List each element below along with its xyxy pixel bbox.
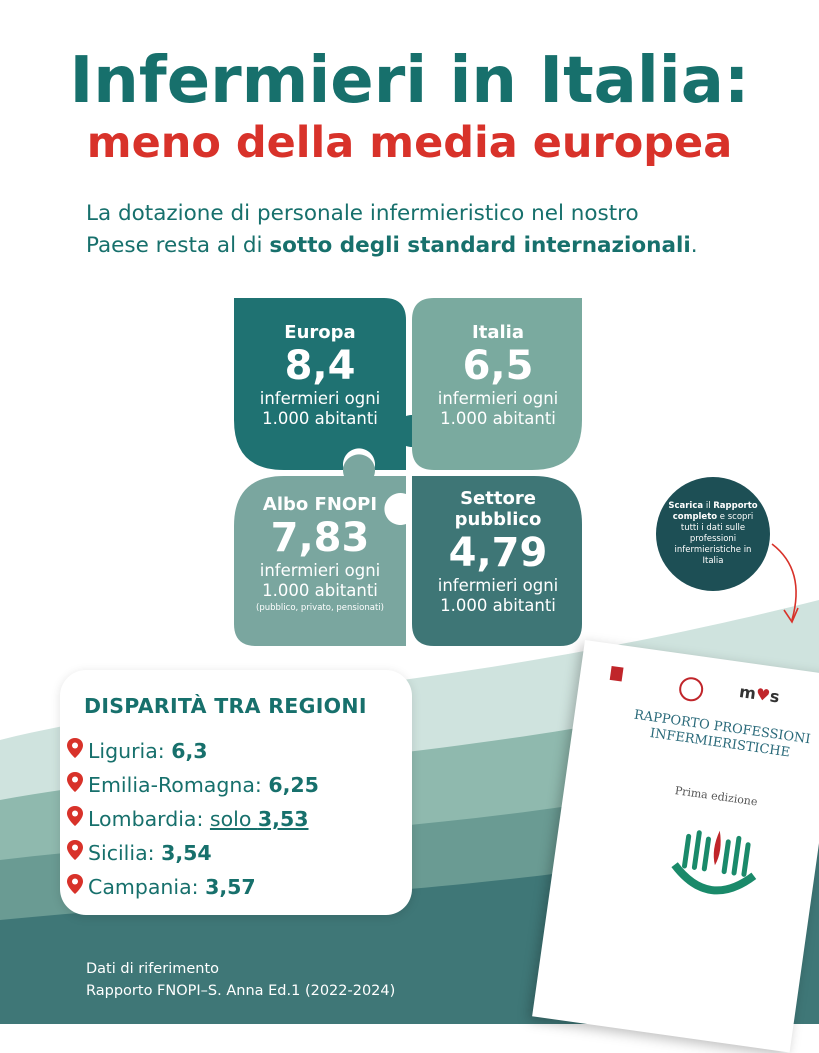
logo-icon [678, 676, 705, 703]
tile-albo-value: 7,83 [270, 515, 370, 561]
region-value: 6,3 [171, 739, 208, 763]
region-name: Sicilia: [88, 841, 162, 865]
region-name: Liguria: [88, 739, 172, 763]
tile-settore-unit1: infermieri ogni [437, 576, 559, 595]
source-line2: Rapporto FNOPI–S. Anna Ed.1 (2022-2024) [86, 983, 396, 999]
map-pin-icon [66, 839, 88, 869]
map-pin-icon [66, 873, 88, 903]
download-bubble[interactable] [656, 477, 770, 591]
source-note [86, 958, 395, 1002]
region-item [66, 838, 212, 868]
region-value: 3,57 [205, 875, 256, 899]
tile-italia-label: Italia [472, 322, 524, 343]
page-title: Infermieri in Italia: [69, 44, 750, 118]
map-pin-icon [66, 771, 88, 801]
tile-albo-label: Albo FNOPI [262, 494, 378, 515]
region-value: 3,54 [161, 841, 212, 865]
source-line1: Dati di riferimento [86, 961, 220, 977]
tile-settore-unit2: 1.000 abitanti [440, 596, 556, 615]
region-prefix: solo [209, 807, 258, 831]
bubble-text1: il [703, 501, 714, 511]
tile-europa-value: 8,4 [284, 343, 356, 389]
tile-albo-unit1: infermieri ogni [259, 561, 381, 580]
regions-title: DISPARITÀ TRA REGIONI [84, 694, 367, 718]
page-subtitle: meno della media europea [86, 118, 733, 168]
region-name: Lombardia: [88, 807, 210, 831]
tile-europa [234, 322, 406, 429]
region-item [66, 736, 208, 766]
region-value: 3,53 [257, 807, 309, 831]
intro-part2: Paese resta al di [86, 233, 270, 258]
hands-logo-icon [659, 824, 769, 917]
tile-albo [234, 494, 406, 615]
logo-icon [610, 666, 624, 682]
intro-text [86, 198, 766, 262]
tile-settore-value: 4,79 [448, 530, 548, 576]
region-name: Campania: [88, 875, 206, 899]
bubble-bold2: Rapporto completo [672, 501, 758, 522]
arrow-down-icon [770, 540, 810, 630]
region-value: 6,25 [268, 773, 319, 797]
logo-icon: m♥s [738, 682, 781, 707]
region-item [66, 872, 256, 902]
intro-bold: sotto degli standard internazionali [269, 233, 691, 258]
report-edition: Prima edizione [674, 784, 759, 809]
tile-albo-note: (pubblico, privato, pensionati) [256, 603, 384, 613]
tile-albo-unit2: 1.000 abitanti [262, 581, 378, 600]
bubble-bold1: Scarica [668, 501, 704, 511]
map-pin-icon [66, 737, 88, 767]
region-name: Emilia-Romagna: [88, 773, 269, 797]
intro-end: . [690, 233, 698, 258]
tile-italia-unit2: 1.000 abitanti [440, 409, 556, 428]
tile-europa-unit1: infermieri ogni [259, 389, 381, 408]
bubble-text2: e scopri tutti i dati sulle professioni infermieristiche in Italia [674, 512, 754, 566]
tile-settore [412, 488, 584, 616]
intro-part1: La dotazione di personale infermieristico nel nostro [86, 201, 639, 226]
tile-italia [412, 322, 584, 429]
tile-europa-label: Europa [284, 322, 356, 343]
tile-italia-value: 6,5 [462, 343, 534, 389]
region-item [66, 804, 309, 834]
tile-europa-unit2: 1.000 abitanti [262, 409, 378, 428]
tile-italia-unit1: infermieri ogni [437, 389, 559, 408]
region-item [66, 770, 319, 800]
map-pin-icon [66, 805, 88, 835]
report-title: RAPPORTO PROFESSIONI INFERMIERISTICHE [633, 707, 812, 761]
tile-settore-label1: Settore [460, 488, 536, 509]
tile-settore-label2: pubblico [454, 509, 542, 530]
